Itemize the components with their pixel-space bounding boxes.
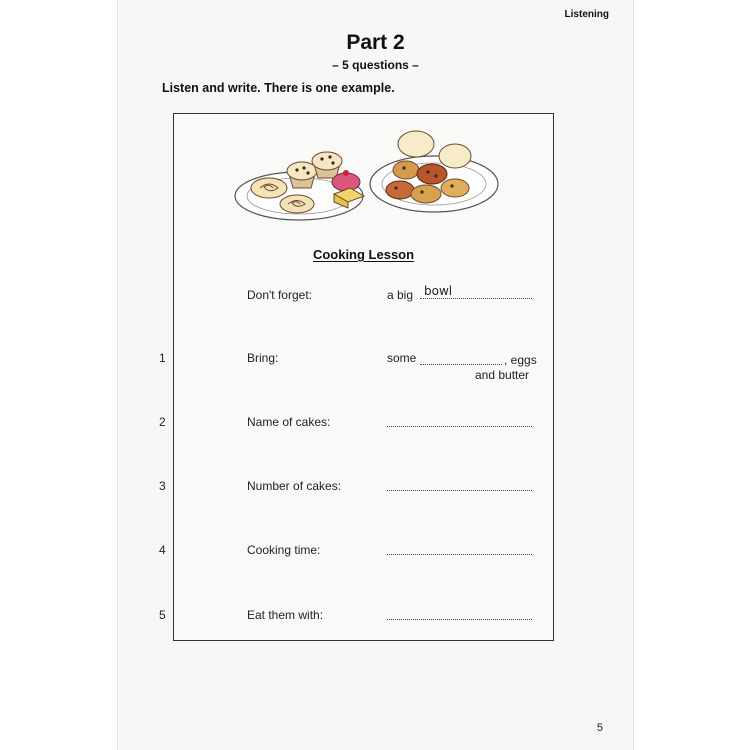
example-answer-line [420,298,532,299]
task-box [159,113,554,641]
answer-line[interactable] [420,364,502,365]
question-number: 2 [159,415,166,429]
example-answer: bowl [424,284,453,298]
example-pre-word: a big [387,288,414,302]
instruction-text: Listen and write. There is one example. [162,81,395,95]
question-label: Bring: [247,351,279,365]
question-number: 3 [159,479,166,493]
question-number: 4 [159,543,166,557]
question-number: 5 [159,608,166,622]
question-pre-word: some [387,351,417,365]
section-label: Listening [564,9,609,20]
answer-line[interactable] [387,426,532,427]
cakes-and-cookies-illustration [234,126,504,228]
page-number: 5 [596,722,603,734]
answer-line[interactable] [387,490,532,491]
part-subtitle: – 5 questions – [332,58,419,72]
question-suffix-continued: and butter [475,368,530,382]
question-label: Name of cakes: [247,415,331,429]
example-label: Don't forget: [247,288,312,302]
box-title: Cooking Lesson [312,247,415,262]
question-number: 1 [159,351,166,365]
answer-line[interactable] [387,619,532,620]
question-label: Cooking time: [247,543,321,557]
question-label: Number of cakes: [247,479,342,493]
question-label: Eat them with: [247,608,324,622]
part-title: Part 2 [346,31,405,54]
worksheet-page [118,0,633,750]
answer-line[interactable] [387,554,532,555]
question-suffix: , eggs [504,353,537,367]
